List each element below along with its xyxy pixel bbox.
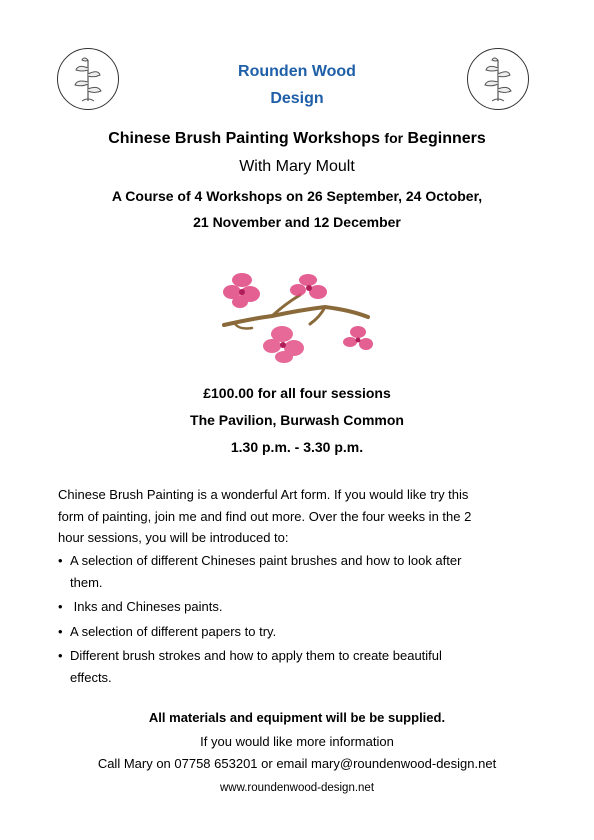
price: £100.00 for all four sessions [203, 385, 391, 401]
bullet-glyph: • [58, 623, 63, 639]
intro-line-3: hour sessions, you will be introduced to: [58, 530, 289, 545]
brand-line-1: Rounden Wood [238, 63, 356, 80]
page-title [0, 130, 594, 148]
list-item: • Different brush strokes and how to apply them to create beautiful effects. [58, 645, 558, 688]
brand-line-2: Design [270, 90, 324, 107]
more-info-text: If you would like more information [200, 734, 394, 749]
list-item: • A selection of different papers to try. [58, 621, 558, 643]
course-dates-line-1: A Course of 4 Workshops on 26 September, 24 October, [111, 188, 483, 204]
website-link[interactable]: www.roundenwood-design.net [219, 782, 375, 794]
intro-line-2: form of painting, join me and find out more. Over the four weeks in the 2 [58, 508, 472, 524]
contact-details: Call Mary on 07758 653201 or email mary@roundenwood-design.net [97, 756, 497, 771]
subtitle: With Mary Moult [239, 158, 355, 175]
materials-note: All materials and equipment will be be supplied. [148, 710, 446, 725]
list-item: • A selection of different Chineses paint brushes and how to look after them. [58, 550, 558, 593]
topics-list [58, 550, 558, 688]
brand-name [0, 58, 594, 112]
session-time: 1.30 p.m. - 3.30 p.m. [230, 439, 364, 455]
bullet-glyph: • [58, 599, 63, 614]
list-item: • Inks and Chineses paints. [58, 596, 558, 618]
title-part-1: Chinese Brush Painting Workshops [108, 130, 385, 147]
cherry-blossom-branch-icon [210, 262, 385, 367]
title-part-small: for [384, 130, 404, 146]
course-dates-line-2: 21 November and 12 December [193, 214, 401, 230]
intro-line-1: Chinese Brush Painting is a wonderful Art form. If you would like try this [58, 487, 469, 502]
title-part-2: Beginners [403, 130, 486, 147]
bullet-glyph: • [58, 553, 63, 568]
venue: The Pavilion, Burwash Common [190, 412, 404, 428]
bullet-glyph: • [58, 648, 63, 663]
intro-paragraph [58, 484, 558, 549]
